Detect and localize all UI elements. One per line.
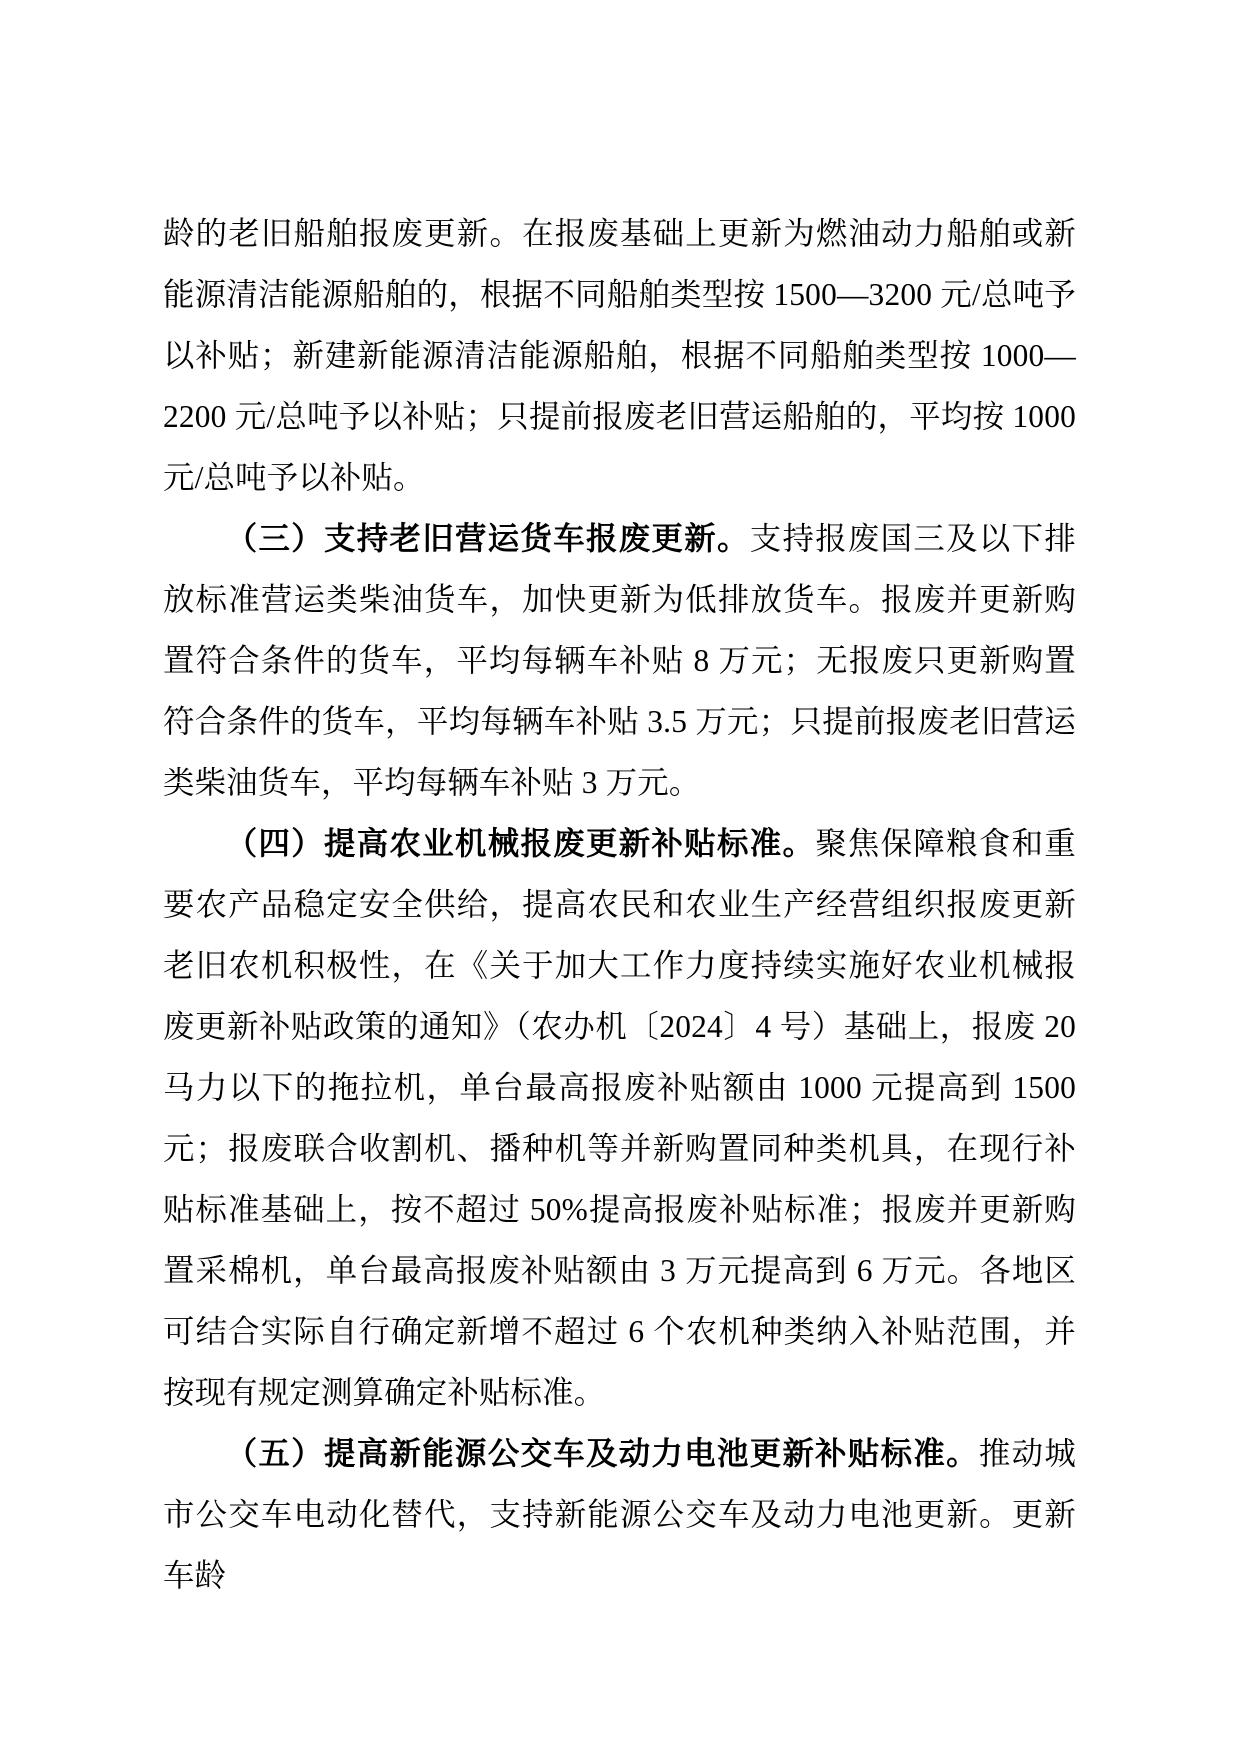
paragraph-text: 推动城市公交车电动化替代，支持新能源公交车及动力电池更新。更新车龄 <box>163 1436 1076 1593</box>
section-heading: （三）支持老旧营运货车报废更新。 <box>225 521 750 556</box>
section-heading: （四）提高农业机械报废更新补贴标准。 <box>225 826 816 861</box>
paragraph-section-5-ev-buses <box>163 1423 1076 1606</box>
paragraph-section-4-agricultural-machinery <box>163 813 1076 1423</box>
paragraph-text: 支持报废国三及以下排放标准营运类柴油货车，加快更新为低排放货车。报废并更新购置符合条件的货车，平均每辆车补贴 8 万元；无报废只更新购置符合条件的货车，平均每辆车补贴 3.5 万元；只提前报废老旧营运类柴油货车，平均每辆车补贴 3 万元。 <box>163 521 1076 800</box>
paragraph-text: 龄的老旧船舶报废更新。在报废基础上更新为燃油动力船舶或新能源清洁能源船舶的，根据不同船舶类型按 1500—3200 元/总吨予以补贴；新建新能源清洁能源船舶，根据不同船舶类型按 1000—2200 元/总吨予以补贴；只提前报废老旧营运船舶的，平均按 1000 元/总吨予以补贴。 <box>163 216 1076 495</box>
document-text-block <box>163 203 1076 1606</box>
paragraph-text: 聚焦保障粮食和重要农产品稳定安全供给，提高农民和农业生产经营组织报废更新老旧农机积极性，在《关于加大工作力度持续实施好农业机械报废更新补贴政策的通知》（农办机〔2024〕4 号）基础上，报废 20 马力以下的拖拉机，单台最高报废补贴额由 1000 元提高到 1500 元；报废联合收割机、播种机等并新购置同种类机具，在现行补贴标准基础上，按不超过 50%提高报废补贴标准；报废并更新购置采棉机，单台最高报废补贴额由 3 万元提高到 6 万元。各地区可结合实际自行确定新增不超过 6 个农机种类纳入补贴范围，并按现有规定测算确定补贴标准。 <box>163 826 1076 1410</box>
paragraph-ship-renewal-continuation <box>163 203 1076 508</box>
paragraph-section-3-trucks <box>163 508 1076 813</box>
section-heading: （五）提高新能源公交车及动力电池更新补贴标准。 <box>225 1436 979 1471</box>
